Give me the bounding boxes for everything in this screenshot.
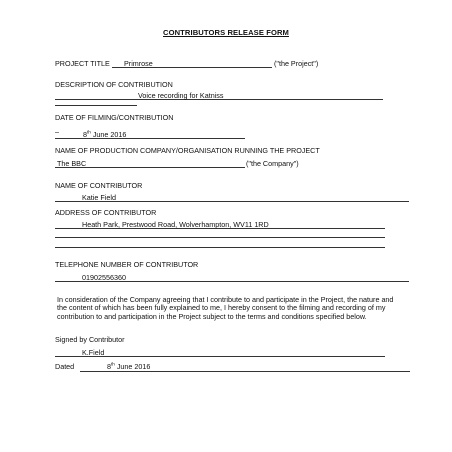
telephone-value[interactable]: 01902556360 (82, 273, 126, 282)
project-title-label: PROJECT TITLE (55, 59, 110, 68)
date-filming-label: DATE OF FILMING/CONTRIBUTION (55, 113, 174, 122)
dated-value[interactable]: 8th June 2016 (107, 361, 151, 371)
description-value[interactable]: Voice recording for Katniss (138, 91, 224, 100)
consent-paragraph: In consideration of the Company agreeing that I contribute to and participate in the Project, the nature and the content of which has been fully explained to me, I hereby consent to the filming and recording of my contribution to and participation in the Project subject to the terms and conditions specified below. (57, 295, 394, 321)
date-filming-value[interactable]: 8th June 2016 (83, 129, 127, 139)
dated-underline (80, 371, 410, 372)
project-title-suffix: ("the Project") (274, 59, 319, 68)
signed-value[interactable]: K.Field (82, 348, 105, 357)
address-label: ADDRESS OF CONTRIBUTOR (55, 208, 157, 217)
form-title: CONTRIBUTORS RELEASE FORM (163, 28, 289, 37)
address-value[interactable]: Heath Park, Prestwood Road, Wolverhampton, WV11 1RD (82, 220, 269, 229)
description-label: DESCRIPTION OF CONTRIBUTION (55, 80, 173, 89)
project-title-value[interactable]: Primrose (124, 59, 153, 68)
dated-label: Dated (55, 362, 75, 371)
address-underline-3 (55, 247, 385, 248)
company-value[interactable]: The BBC (57, 159, 87, 168)
contributor-name-value[interactable]: Katie Field (82, 193, 116, 202)
signed-label: Signed by Contributor (55, 335, 125, 344)
date-filming-dash: – (55, 127, 59, 136)
company-suffix: ("the Company") (246, 159, 299, 168)
telephone-label: TELEPHONE NUMBER OF CONTRIBUTOR (55, 260, 199, 269)
description-underline-2 (55, 105, 137, 106)
company-label: NAME OF PRODUCTION COMPANY/ORGANISATION RUNNING THE PROJECT (55, 146, 320, 155)
contributor-name-label: NAME OF CONTRIBUTOR (55, 181, 143, 190)
signed-underline (55, 356, 385, 357)
address-underline-2 (55, 237, 385, 238)
